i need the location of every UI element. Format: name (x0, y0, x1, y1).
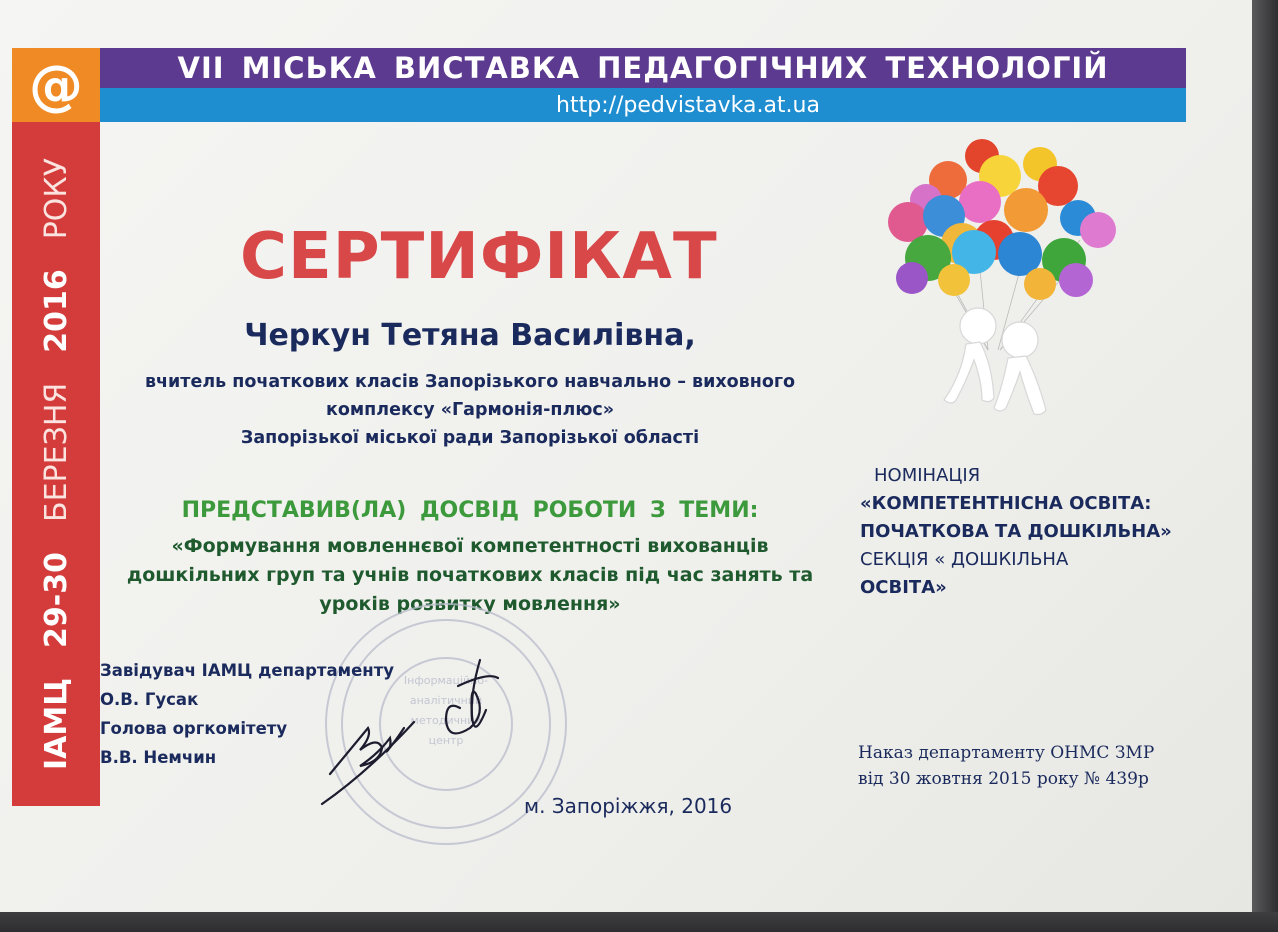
signer-line: О.В. Гусак (100, 690, 199, 709)
certificate-title: СЕРТИФІКАТ (240, 220, 718, 294)
background-surface (0, 912, 1278, 932)
stamp-center-line: центр (428, 734, 464, 747)
at-logo: @ (12, 48, 100, 122)
position-line: Запорізької міської ради Запорізької області (240, 428, 700, 448)
website-band (100, 88, 1186, 122)
recipient-name: Черкун Тетяна Василівна, (244, 318, 696, 353)
stamp-center-line: аналітичний (409, 694, 483, 707)
city-year: м. Запоріжжя, 2016 (524, 794, 733, 818)
order-reference (858, 740, 1218, 792)
side-month: БЕРЕЗНЯ (38, 382, 74, 522)
position-line: вчитель початкових класів Запорізького навчально – виховного (144, 372, 796, 392)
topic-line: «Формування мовленнєвої компетентності вихованців (171, 535, 769, 557)
nomination-label: НОМІНАЦІЯ (874, 465, 981, 486)
stamp-center-line: Інформаційно- (403, 674, 489, 687)
side-suffix: РОКУ (38, 157, 74, 240)
stamp-center-line: методичний (410, 714, 482, 727)
section-line: ОСВІТА» (860, 577, 947, 598)
position-line: комплексу «Гармонія-плюс» (325, 400, 615, 420)
topic-line: дошкільних груп та учнів початкових класів під час занять та (126, 564, 814, 586)
section-line (860, 546, 1220, 574)
signer-line: Голова оргкомітету (100, 719, 288, 738)
section-line-text: СЕКЦІЯ « ДОШКІЛЬНА (860, 549, 1069, 570)
side-dates: 29-30 (38, 552, 74, 648)
balloons-illustration (870, 130, 1130, 450)
website-url: http://pedvistavka.at.ua (556, 92, 820, 118)
topic-line: уроків розвитку мовлення» (319, 593, 621, 615)
side-date-text (26, 122, 86, 806)
signers-block (100, 656, 420, 772)
order-line: Наказ департаменту ОНМС ЗМР (858, 743, 1155, 763)
presented-label: ПРЕДСТАВИВ(ЛА) ДОСВІД РОБОТИ З ТЕМИ: (181, 498, 759, 523)
nomination-line: ПОЧАТКОВА ТА ДОШКІЛЬНА» (860, 521, 1172, 542)
nomination-block (860, 462, 1220, 602)
recipient-position (110, 368, 830, 452)
exhibition-title: VII МІСЬКА ВИСТАВКА ПЕДАГОГІЧНИХ ТЕХНОЛОГІЙ (177, 51, 1109, 85)
side-org: ІАМЦ (38, 677, 74, 771)
signer-line: В.В. Немчин (100, 748, 217, 767)
exhibition-title-band (100, 48, 1186, 88)
signer-line: Завідувач ІАМЦ департаменту (100, 661, 395, 680)
background-surface (1252, 0, 1278, 932)
nomination-line: «КОМПЕТЕНТНІСНА ОСВІТА: (860, 493, 1152, 514)
side-year: 2016 (38, 269, 74, 353)
order-line: від 30 жовтня 2015 року № 439р (858, 769, 1149, 789)
